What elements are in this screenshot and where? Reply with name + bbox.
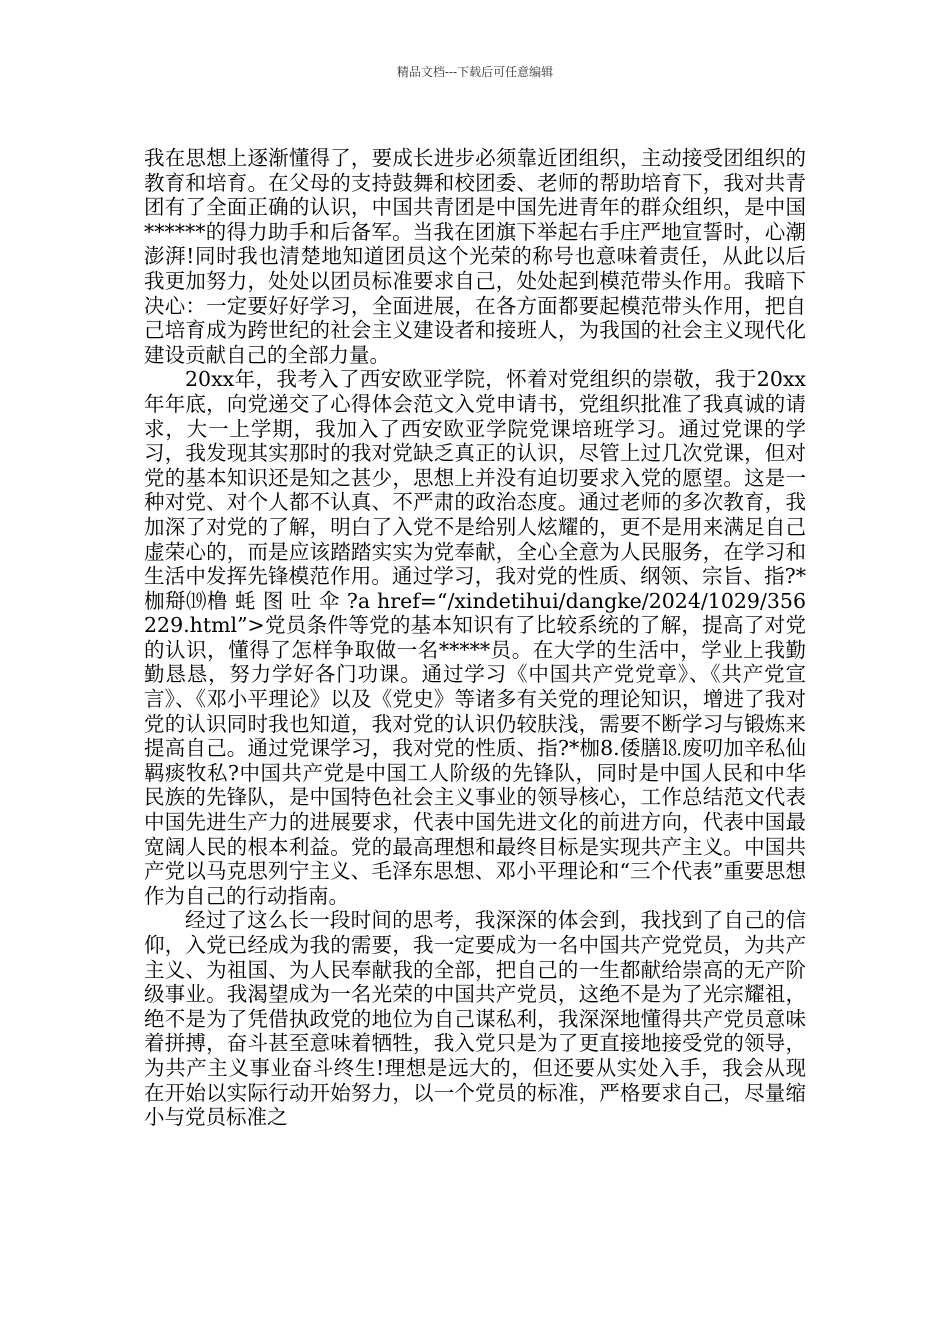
body-text (144, 146, 806, 1130)
paragraph-1: 我在思想上逐渐懂得了，要成长进步必须靠近团组织，主动接受团组织的教育和培育。在父母的支持鼓舞和校团委、老师的帮助培育下，我对共青团有了全面正确的认识，中国共青团是中国先进青年的群众组织，是中国******的得力助手和后备军。当我在团旗下举起右手庄严地宣誓时，心潮澎湃!同时我也清楚地知道团员这个光荣的称号也意味着责任，从此以后我更加努力，处处以团员标准要求自己，处处起到模范带头作用。我暗下决心：一定要好好学习，全面进展，在各方面都要起模范带头作用，把自己培育成为跨世纪的社会主义建设者和接班人，为我国的社会主义现代化建设贡献自己的全部力量。 (144, 146, 806, 367)
paragraph-2: 20xx年，我考入了西安欧亚学院，怀着对党组织的崇敬，我于20xx年年底，向党递交了心得体会范文入党申请书，党组织批准了我真诚的请求，大一上学期，我加入了西安欧亚学院党课培班学习。通过党课的学习，我发现其实那时的我对党缺乏真正的认识，尽管上过几次党课，但对党的基本知识还是知之甚少，思想上并没有迫切要求入党的愿望。这是一种对党、对个人都不认真、不严肃的政治态度。通过老师的多次教育，我加深了对党的了解，明白了入党不是给别人炫耀的，更不是用来满足自己虚荣心的，而是应该踏踏实实为党奉献，全心全意为人民服务，在学习和生活中发挥先锋模范作用。通过学习，我对党的性质、纲领、宗旨、指?*枷搿⒆橹 蚝 图 吐 伞 ?a href=“/xindetihui/dangke/2024/1029/356229.html”>党员条件等党的基本知识有了比较系统的了解，提高了对党的认识，懂得了怎样争取做一名*****员。在大学的生活中，学业上我勤勤恳恳，努力学好各门功课。通过学习《中国共产党党章》、《共产党宣言》、《邓小平理论》以及《党史》等诸多有关党的理论知识，增进了我对党的认识同时我也知道，我对党的认识仍较肤浅，需要不断学习与锻炼来提高自己。通过党课学习，我对党的性质、指?*枷8.倭膳⒙废叨加辛私仙羁痰牧私?中国共产党是中国工人阶级的先锋队，同时是中国人民和中华民族的先锋队，是中国特色社会主义事业的领导核心，工作总结范文代表中国先进生产力的进展要求，代表中国先进文化的前进方向，代表中国最宽阔人民的根本利益。党的最高理想和最终目标是实现共产主义。中国共产党以马克思列宁主义、毛泽东思想、邓小平理论和“三个代表”重要思想作为自己的行动指南。 (144, 367, 806, 908)
page-header: 精品文档---下载后可任意编辑 (396, 65, 554, 79)
paragraph-3: 经过了这么长一段时间的思考，我深深的体会到，我找到了自己的信仰，入党已经成为我的需要，我一定要成为一名中国共产党党员，为共产主义、为祖国、为人民奉献我的全部，把自己的一生都献给崇高的无产阶级事业。我渴望成为一名光荣的中国共产党员，这绝不是为了光宗耀祖，绝不是为了凭借执政党的地位为自己谋私利，我深深地懂得共产党员意味着拼搏，奋斗甚至意味着牺牲，我入党只是为了更直接地接受党的领导，为共产主义事业奋斗终生!理想是远大的，但还要从实处入手，我会从现在开始以实际行动开始努力，以一个党员的标准，严格要求自己，尽量缩小与党员标准之 (144, 908, 806, 1130)
